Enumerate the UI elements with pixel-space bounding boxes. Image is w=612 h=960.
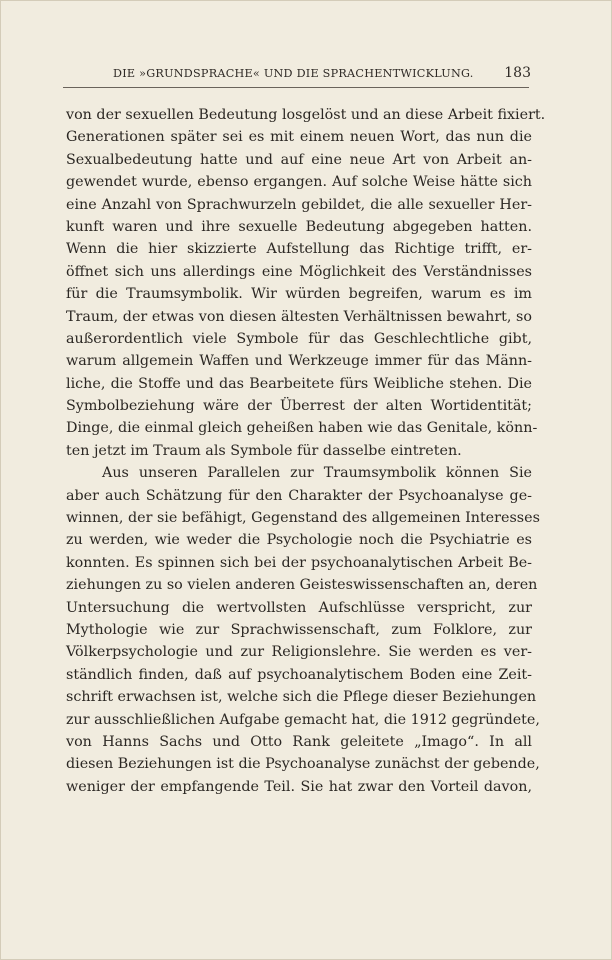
text-line: öffnet sich uns allerdings eine Möglichkeit des Verständnisses: [66, 263, 532, 280]
text-line: aber auch Schätzung für den Charakter der Psychoanalyse ge-: [66, 487, 532, 504]
text-line: Generationen später sei es mit einem neuen Wort, das nun die: [66, 129, 532, 146]
text-line: Traum, der etwas von diesen ältesten Verhältnissen bewahrt, so: [66, 308, 532, 325]
text-line: Sexualbedeutung hatte und auf eine neue Art von Arbeit an-: [66, 151, 532, 168]
text-line: gewendet wurde, ebenso ergangen. Auf solche Weise hätte sich: [66, 174, 532, 191]
paragraph-last-line: ten jetzt im Traum als Symbole für dasselbe eintreten.: [66, 442, 462, 459]
text-line: Mythologie wie zur Sprachwissenschaft, zum Folklore, zur: [66, 621, 532, 638]
body-text: [66, 104, 546, 798]
page-number: 183: [504, 65, 531, 81]
text-line: Symbolbeziehung wäre der Überrest der alten Wortidentität;: [66, 398, 532, 415]
text-line: Untersuchung die wertvollsten Aufschlüsse verspricht, zur: [66, 599, 532, 616]
text-line: Dinge, die einmal gleich geheißen haben wie das Genitale, könn-: [66, 420, 538, 437]
paragraph-first-line: Aus unseren Parallelen zur Traumsymbolik können Sie: [102, 465, 532, 482]
text-line: zu werden, wie weder die Psychologie noch die Psychiatrie es: [66, 532, 532, 549]
text-line: liche, die Stoffe und das Bearbeitete fürs Weibliche stehen. Die: [66, 375, 532, 392]
text-line: für die Traumsymbolik. Wir würden begreifen, warum es im: [66, 286, 532, 303]
running-head-title: DIE »GRUNDSPRACHE« UND DIE SPRACHENTWICKLUNG.: [113, 67, 474, 80]
text-line: kunft waren und ihre sexuelle Bedeutung abgegeben hatten.: [66, 218, 532, 235]
text-line: konnten. Es spinnen sich bei der psychoanalytischen Arbeit Be-: [66, 554, 532, 571]
running-head: [63, 65, 531, 87]
header-rule: [63, 87, 529, 88]
text-line: ständlich finden, daß auf psychoanalytischem Boden eine Zeit-: [66, 666, 532, 683]
text-line: warum allgemein Waffen und Werkzeuge immer für das Männ-: [66, 353, 532, 370]
text-line: winnen, der sie befähigt, Gegenstand des allgemeinen Interesses: [66, 510, 540, 527]
text-line: weniger der empfangende Teil. Sie hat zwar den Vorteil davon,: [66, 778, 532, 795]
text-line: außerordentlich viele Symbole für das Geschlechtliche gibt,: [66, 330, 532, 347]
text-line: von der sexuellen Bedeutung losgelöst und an diese Arbeit fixiert.: [66, 107, 546, 123]
text-line: von Hanns Sachs und Otto Rank geleitete „Imago“. In all: [66, 733, 532, 750]
text-line: ziehungen zu so vielen anderen Geisteswissenschaften an, deren: [66, 577, 538, 594]
text-line: Wenn die hier skizzierte Aufstellung das Richtige trifft, er-: [66, 241, 532, 258]
text-line: diesen Beziehungen ist die Psychoanalyse zunächst der gebende,: [66, 756, 540, 773]
text-line: eine Anzahl von Sprachwurzeln gebildet, die alle sexueller Her-: [66, 196, 532, 213]
text-line: schrift erwachsen ist, welche sich die Pflege dieser Beziehungen: [66, 689, 537, 706]
text-line: zur ausschließlichen Aufgabe gemacht hat, die 1912 gegründete,: [66, 711, 540, 728]
text-line: Völkerpsychologie und zur Religionslehre. Sie werden es ver-: [66, 644, 532, 661]
